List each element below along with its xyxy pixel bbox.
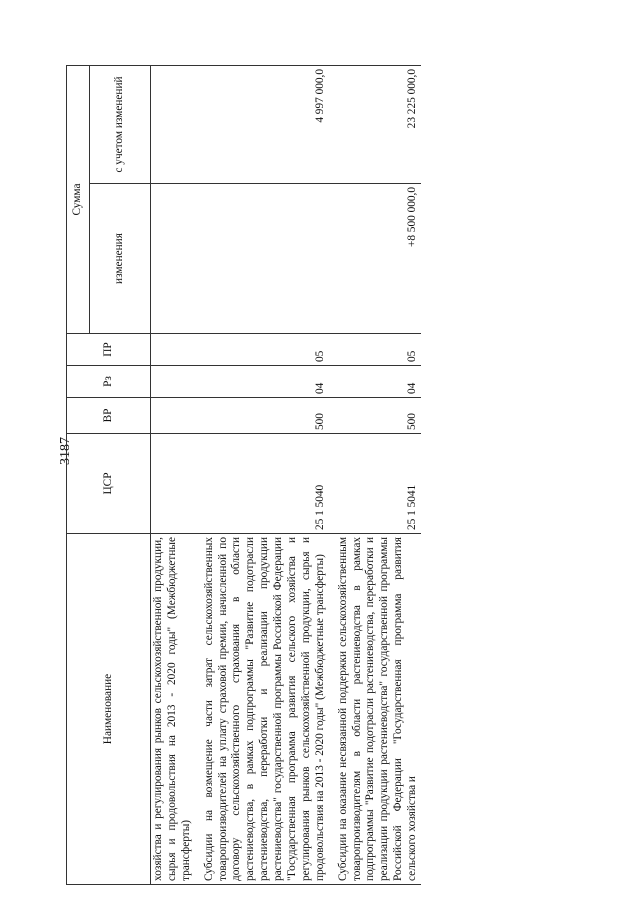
row-rz: 04: [195, 366, 329, 398]
row-vr: 500: [329, 398, 421, 434]
header-csr: ЦСР: [67, 434, 151, 534]
row-name: Субсидии на оказание несвязанной поддержки сельскохозяйственным товаропроизводителям в области растениеводства в рамках подпрограммы "Развитие подотрасли растениеводства, переработки и реализации продукции растениеводства" государственной программы Российской Федерации "Государственная программа развития сельского хозяйства и: [329, 534, 421, 885]
budget-table: [66, 65, 421, 885]
table-row: [195, 66, 329, 885]
row-csr: 25 1 5040: [195, 434, 329, 534]
header-pr: ПР: [67, 334, 151, 366]
row-pr: [151, 334, 195, 366]
header-vr: ВР: [67, 398, 151, 434]
header-rz: Рз: [67, 366, 151, 398]
row-pr: 05: [195, 334, 329, 366]
row-name: Субсидии на возмещение части затрат сельскохозяйственных товаропроизводителей на уплату страховой премии, начисленной по договору сельскохозяйственного страхования в области растениеводства, в рамках подпрограммы "Развитие подотрасли растениеводства, переработки и реализации продукции растениеводства" государственной программы Российской Федерации "Государственная программа развития сельского хозяйства и регулирования рынков сельскохозяйственной продукции, сырья и продовольствия на 2013 - 2020 годы" (Межбюджетные трансферты): [195, 534, 329, 885]
table-row: [329, 66, 421, 885]
row-change: [151, 184, 195, 334]
row-vr: 500: [195, 398, 329, 434]
header-name: Наименование: [67, 534, 151, 885]
table-row: [151, 66, 195, 885]
row-rz: 04: [329, 366, 421, 398]
row-total: 23 225 000,0: [329, 66, 421, 184]
row-change: [195, 184, 329, 334]
row-pr: 05: [329, 334, 421, 366]
row-csr: [151, 434, 195, 534]
header-sum: Сумма: [67, 66, 90, 334]
row-rz: [151, 366, 195, 398]
header-row-top: [67, 66, 90, 885]
row-total: 4 997 000,0: [195, 66, 329, 184]
row-name: хозяйства и регулирования рынков сельскохозяйственной продукции, сырья и продовольствия на 2013 - 2020 годы" (Межбюджетные трансферты): [151, 534, 195, 885]
header-with-changes: с учетом изменений: [90, 66, 151, 184]
row-vr: [151, 398, 195, 434]
page-number: 3187: [58, 437, 73, 465]
row-csr: 25 1 5041: [329, 434, 421, 534]
row-change: +8 500 000,0: [329, 184, 421, 334]
header-changes: изменения: [90, 184, 151, 334]
row-total: [151, 66, 195, 184]
